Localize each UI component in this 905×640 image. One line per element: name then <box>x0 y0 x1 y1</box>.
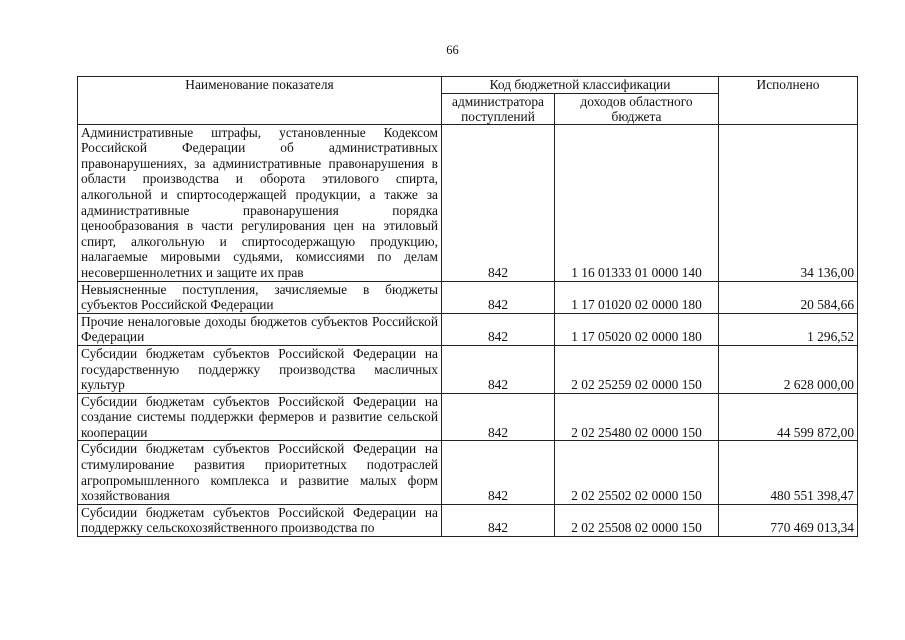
row-admin-code: 842 <box>442 504 555 536</box>
row-name: Административные штрафы, установленные Кодексом Российской Федерации об административных правонарушениях, за административные правонарушения в области производства и оборота этилового спирта, алкогольной и спиртосодержащей продукции, а также за административные правонарушения порядка ценообразования в части регулирования цен на этиловый спирт, алкогольную и спиртосодержащую продукцию, налагаемые мировыми судьями, комиссиями по делам несовершеннолетних и защите их прав <box>78 124 442 281</box>
row-admin-code: 842 <box>442 345 555 393</box>
table-row <box>78 393 858 441</box>
column-header-executed: Исполнено <box>719 77 858 125</box>
table-row <box>78 313 858 345</box>
row-executed: 480 551 398,47 <box>719 441 858 504</box>
table-body <box>78 124 858 536</box>
row-budget-code: 2 02 25259 02 0000 150 <box>555 345 719 393</box>
row-admin-code: 842 <box>442 281 555 313</box>
table-row <box>78 124 858 281</box>
table-row <box>78 345 858 393</box>
table-row <box>78 441 858 504</box>
row-name: Субсидии бюджетам субъектов Российской Федерации на поддержку сельскохозяйственного производства по <box>78 504 442 536</box>
row-name: Субсидии бюджетам субъектов Российской Федерации на создание системы поддержки фермеров и развитие сельской кооперации <box>78 393 442 441</box>
page-number: 66 <box>446 43 459 57</box>
header-row-main <box>78 77 858 94</box>
column-header-name: Наименование показателя <box>78 77 442 125</box>
row-admin-code: 842 <box>442 124 555 281</box>
table-row <box>78 504 858 536</box>
row-budget-code: 2 02 25502 02 0000 150 <box>555 441 719 504</box>
row-budget-code: 2 02 25508 02 0000 150 <box>555 504 719 536</box>
table-row <box>78 281 858 313</box>
row-admin-code: 842 <box>442 441 555 504</box>
row-budget-code: 1 17 05020 02 0000 180 <box>555 313 719 345</box>
row-name: Субсидии бюджетам субъектов Российской Федерации на стимулирование развития приоритетных подотраслей агропромышленного комплекса и развитие малых форм хозяйствования <box>78 441 442 504</box>
row-executed: 20 584,66 <box>719 281 858 313</box>
column-header-income: доходов областного бюджета <box>555 93 719 124</box>
row-name: Прочие неналоговые доходы бюджетов субъектов Российской Федерации <box>78 313 442 345</box>
row-executed: 770 469 013,34 <box>719 504 858 536</box>
row-name: Субсидии бюджетам субъектов Российской Федерации на государственную поддержку производства масличных культур <box>78 345 442 393</box>
row-admin-code: 842 <box>442 393 555 441</box>
column-header-admin: администратора поступлений <box>442 93 555 124</box>
row-executed: 2 628 000,00 <box>719 345 858 393</box>
row-budget-code: 1 17 01020 02 0000 180 <box>555 281 719 313</box>
row-executed: 44 599 872,00 <box>719 393 858 441</box>
row-executed: 1 296,52 <box>719 313 858 345</box>
row-executed: 34 136,00 <box>719 124 858 281</box>
table-header <box>78 77 858 125</box>
row-name: Невыясненные поступления, зачисляемые в бюджеты субъектов Российской Федерации <box>78 281 442 313</box>
row-admin-code: 842 <box>442 313 555 345</box>
row-budget-code: 2 02 25480 02 0000 150 <box>555 393 719 441</box>
column-header-code-group: Код бюджетной классификации <box>442 77 719 94</box>
row-budget-code: 1 16 01333 01 0000 140 <box>555 124 719 281</box>
budget-table <box>77 76 858 537</box>
